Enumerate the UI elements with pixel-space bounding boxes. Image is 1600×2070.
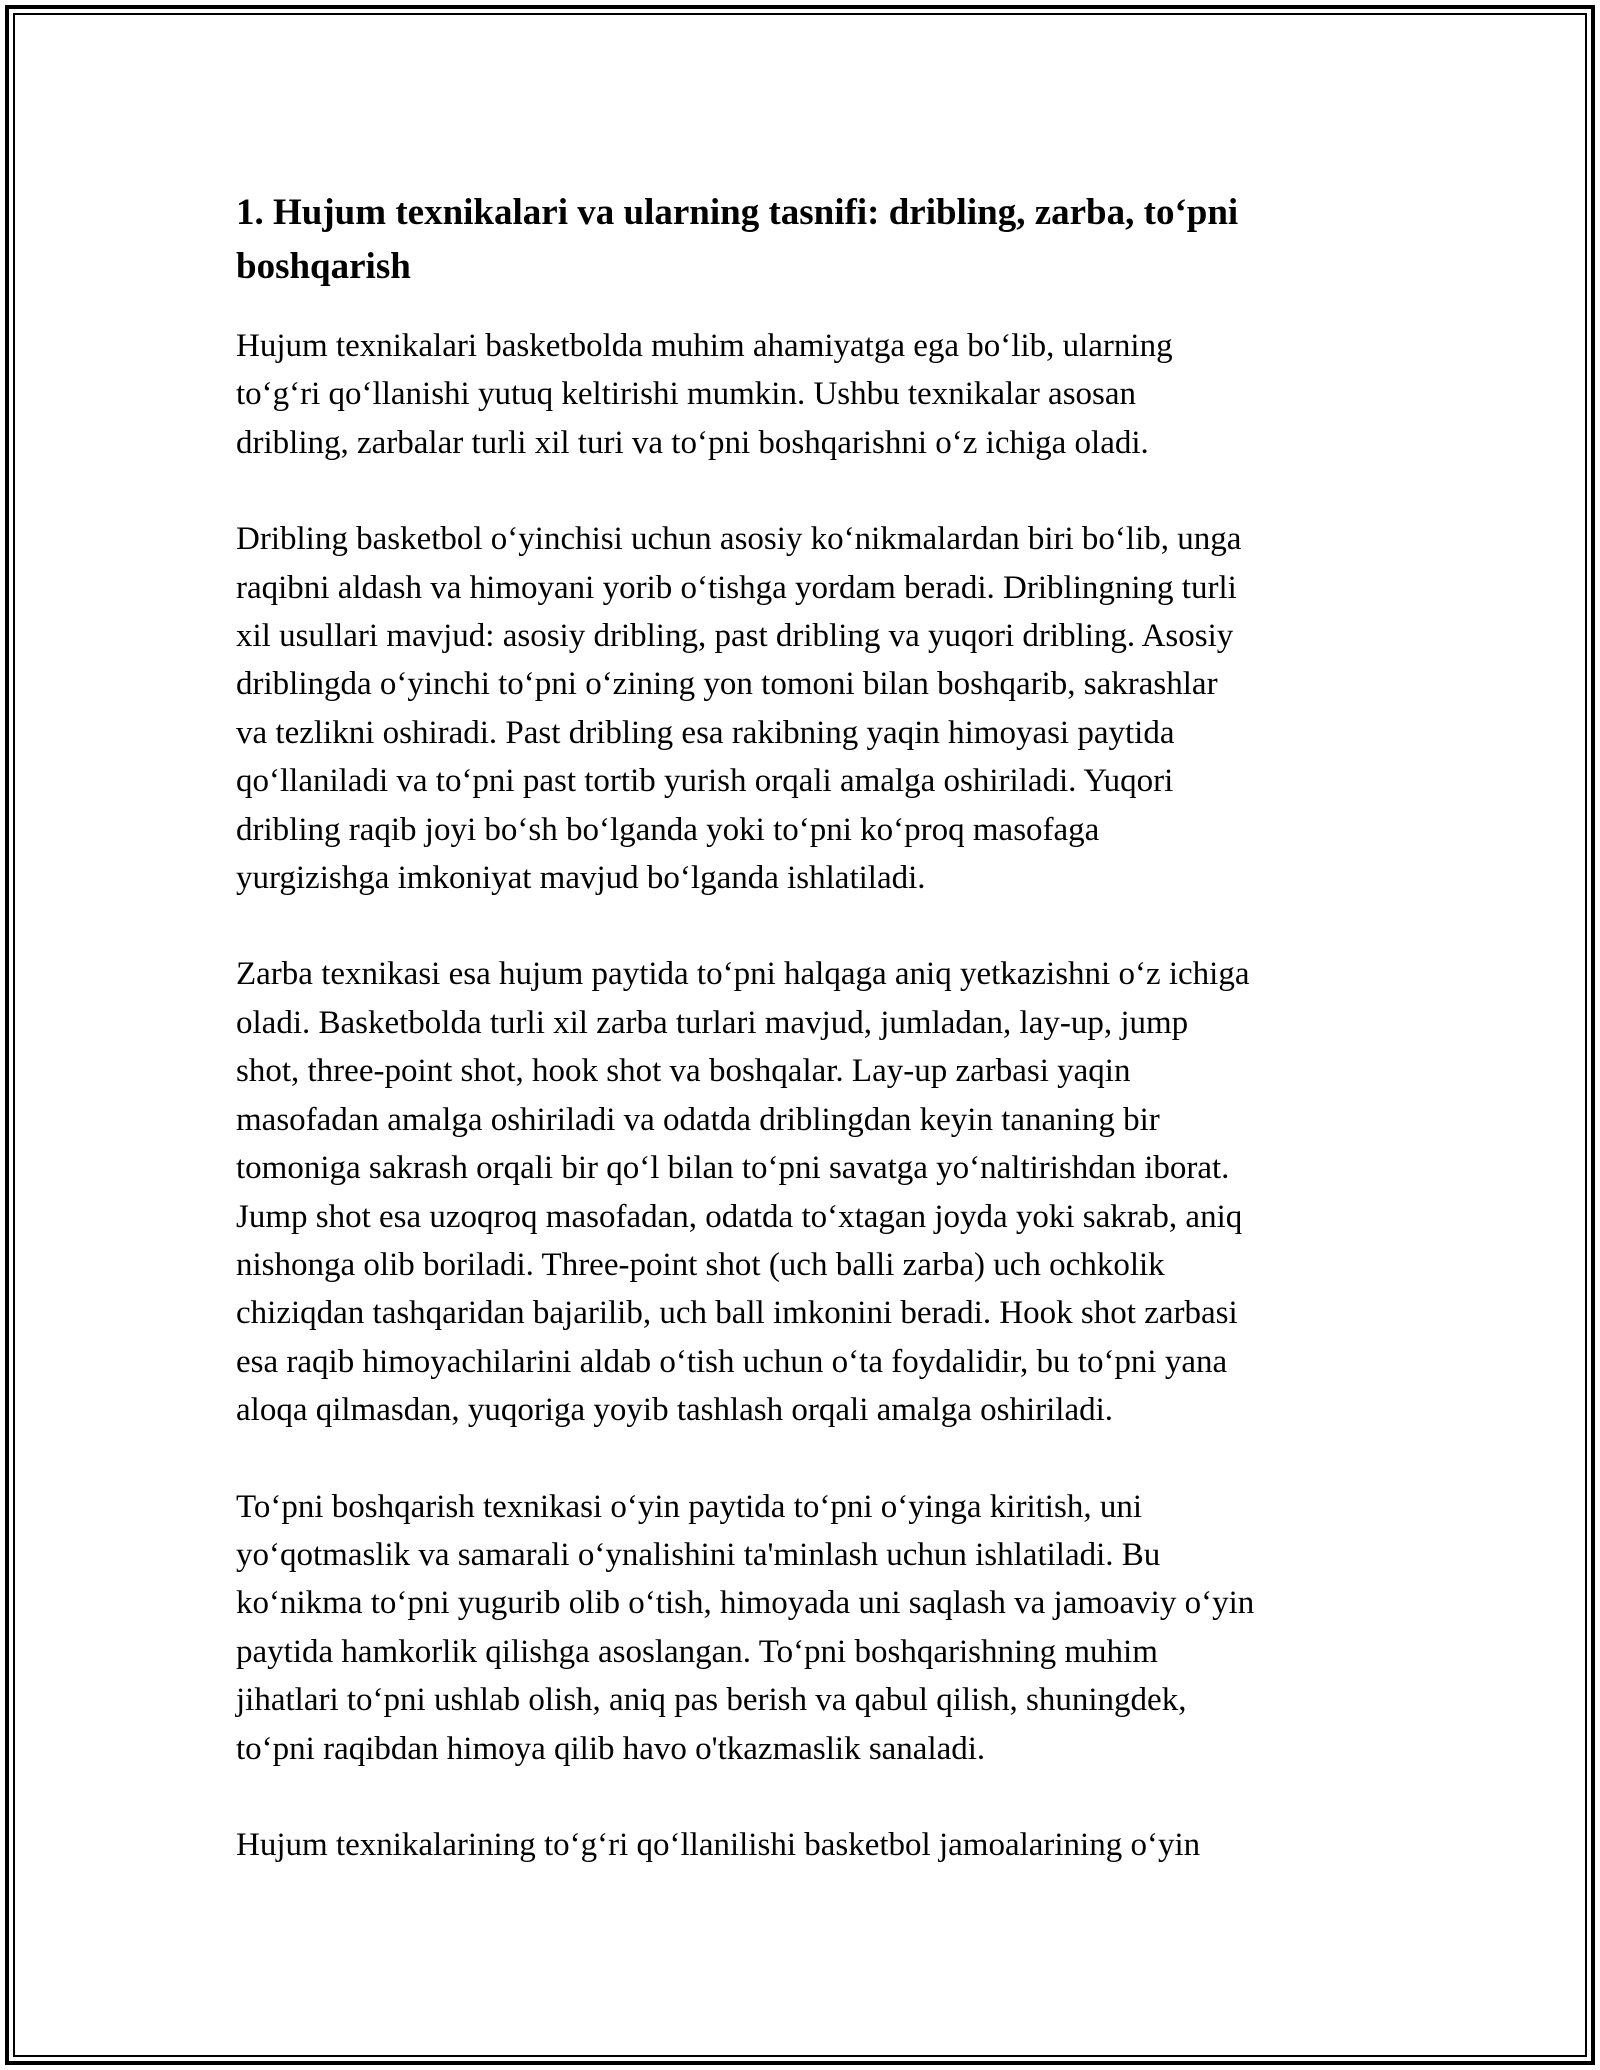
paragraph-dribbling: Dribling basketbol o‘yinchisi uchun asosiy ko‘nikmalardan biri bo‘lib, unga raqibni aldash va himoyani yorib o‘tishga yordam beradi. Driblingning turli xil usullari mavjud: asosiy dribling, past dribling va yuqori dribling. Asosiy driblingda o‘yinchi to‘pni o‘zining yon tomoni bilan boshqarib, sakrashlar va tezlikni oshiradi. Past dribling esa rakibning yaqin himoyasi paytida qo‘llaniladi va to‘pni past tortib yurish orqali amalga oshiriladi. Yuqori dribling raqib joyi bo‘sh bo‘lganda yoki to‘pni ko‘proq masofaga yurgizishga imkoniyat mavjud bo‘lganda ishlatiladi. [236,521,1242,897]
paragraph-ball-handling: To‘pni boshqarish texnikasi o‘yin paytida to‘pni o‘yinga kiritish, uni yo‘qotmaslik va samarali o‘ynalishini ta'minlash uchun ishlatiladi. Bu ko‘nikma to‘pni yugurib olib o‘tish, himoyada uni saqlash va jamoaviy o‘yin paytida hamkorlik qilishga asoslangan. To‘pni boshqarishning muhim jihatlari to‘pni ushlab olish, aniq pas berish va qabul qilish, shuningdek, to‘pni raqibdan himoya qilib havo o'tkazmaslik sanaladi. [236,1488,1255,1767]
paragraph-shooting: Zarba texnikasi esa hujum paytida to‘pni halqaga aniq yetkazishni o‘z ichiga oladi. Basketbolda turli xil zarba turlari mavjud, jumladan, lay-up, jump shot, three-point shot, hook shot va boshqalar. Lay-up zarbasi yaqin masofadan amalga oshiriladi va odatda driblingdan keyin tananing bir tomoniga sakrash orqali bir qo‘l bilan to‘pni savatga yo‘naltirishdan iborat. Jump shot esa uzoqroq masofadan, odatda to‘xtagan joyda yoki sakrab, aniq nishonga olib boriladi. Three-point shot (uch balli zarba) uch ochkolik chiziqdan tashqaridan bajarilib, uch ball imkonini beradi. Hook shot zarbasi esa raqib himoyachilarini aldab o‘tish uchun o‘ta foydalidir, bu to‘pni yana aloqa qilmasdan, yuqoriga yoyib tashlash orqali amalga oshiriladi. [236,956,1250,1429]
paragraph-intro: Hujum texnikalari basketbolda muhim ahamiyatga ega bo‘lib, ularning to‘g‘ri qo‘llanishi yutuq keltirishi mumkin. Ushbu texnikalar asosan dribling, zarbalar turli xil turi va to‘pni boshqarishni o‘z ichiga oladi. [236,328,1173,461]
document-body [236,186,1386,1917]
paragraph-conclusion: Hujum texnikalarining to‘g‘ri qo‘llanilishi basketbol jamoalarining o‘yin [236,1826,1201,1863]
section-heading: 1. Hujum texnikalari va ularning tasnifi: dribling, zarba, to‘pni boshqarish [236,192,1239,287]
